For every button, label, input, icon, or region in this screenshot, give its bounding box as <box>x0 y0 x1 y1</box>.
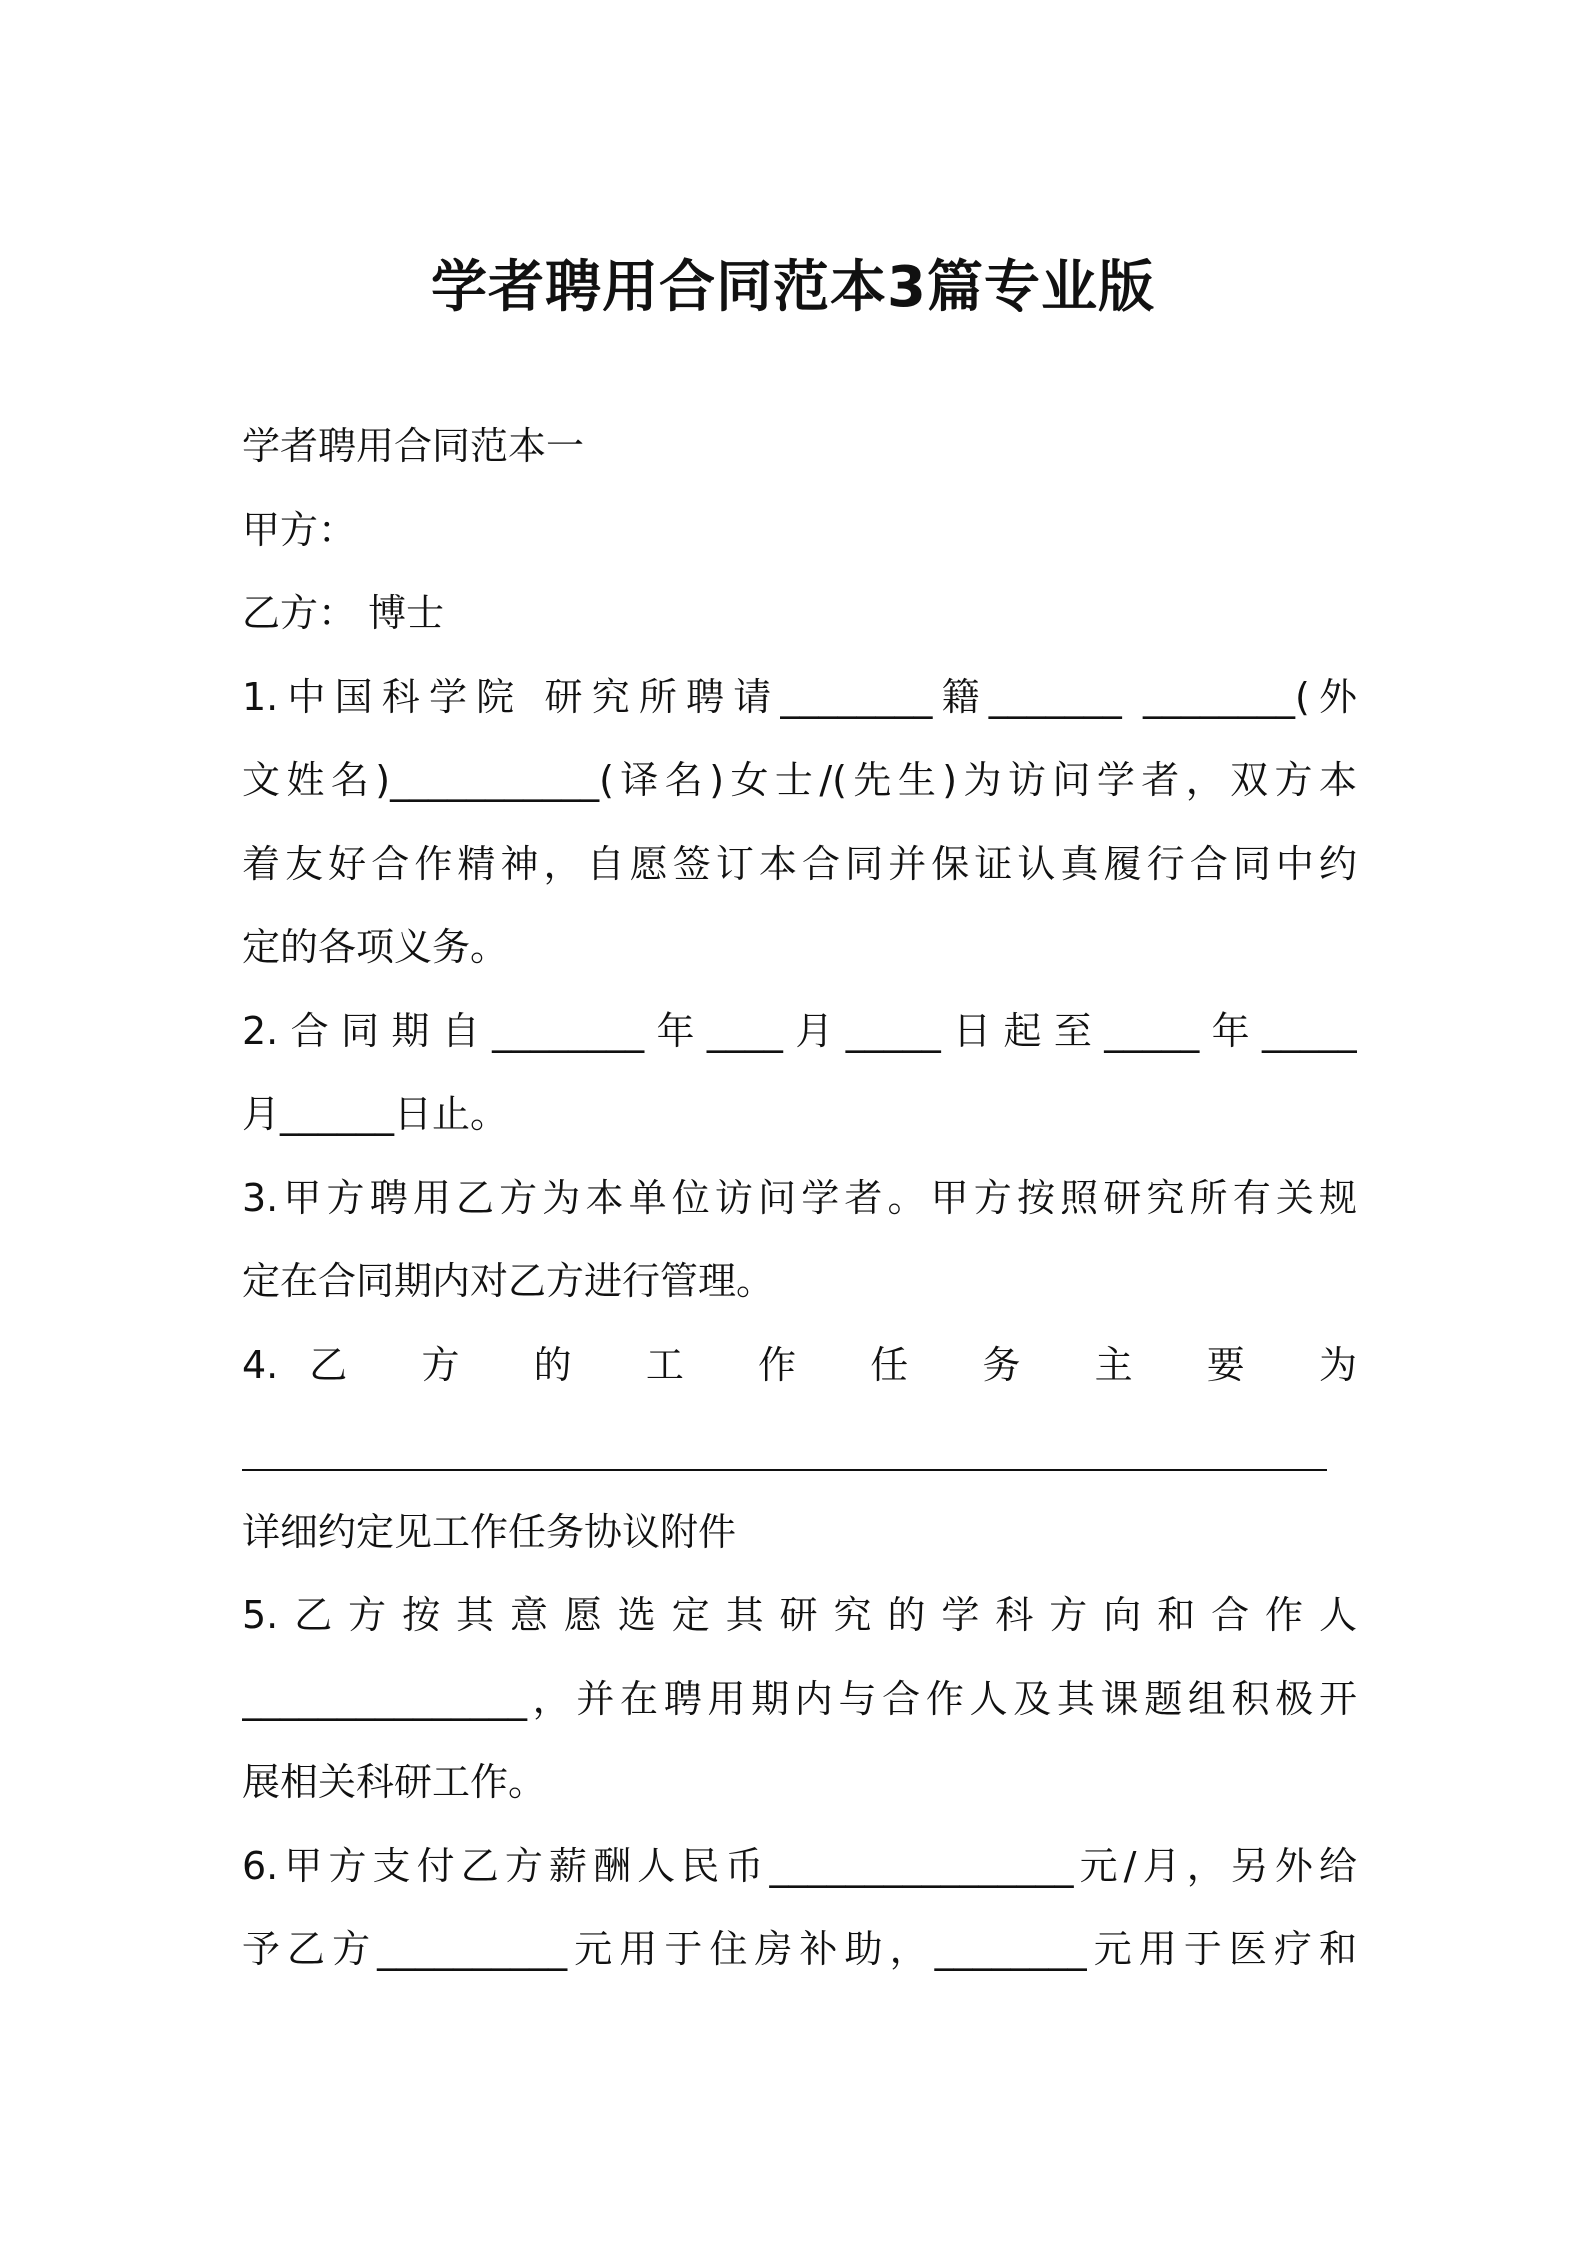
clause-4-line-1: 4.乙 方 的 工 作 任 务 主 要 为 <box>242 1342 1357 1387</box>
clause-4-blank-line <box>242 1407 1357 1491</box>
clause-6-line-2: 予乙方__________元用于住房补助，________元用于医疗和 <box>242 1927 1357 1971</box>
clause-1-line-3: 着友好合作精神，自愿签订本合同并保证认真履行合同中约 <box>242 841 1357 886</box>
clause-6-line-1: 6.甲方支付乙方薪酬人民币________________元/月，另外给 <box>242 1843 1357 1888</box>
clause-2-line-1: 2.合同期自________年____月_____日起至_____年_____ <box>242 1008 1357 1053</box>
clause-1-line-4: 定的各项义务。 <box>242 925 509 969</box>
document-title: 学者聘用合同范本3篇专业版 <box>431 255 1155 320</box>
document-body <box>242 405 1357 1992</box>
clause-3-line-2: 定在合同期内对乙方进行管理。 <box>242 1259 775 1303</box>
clause-2-line-2: 月______日止。 <box>242 1092 509 1136</box>
party-b-line: 乙方： 博士 <box>242 591 445 635</box>
clause-5-line-3: 展相关科研工作。 <box>242 1760 547 1804</box>
clause-3-line-1: 3.甲方聘用乙方为本单位访问学者。甲方按照研究所有关规 <box>242 1175 1357 1220</box>
clause-1-line-1: 1.中国科学院 研究所聘请________籍_______ ________(外 <box>242 674 1357 719</box>
section-heading: 学者聘用合同范本一 <box>242 424 585 468</box>
clause-5-line-1: 5.乙方按其意愿选定其研究的学科方向和合作人 <box>242 1593 1357 1637</box>
blank-underline <box>242 1469 1327 1471</box>
clause-5-line-2: _______________，并在聘用期内与合作人及其课题组积极开 <box>242 1676 1357 1721</box>
clause-1-line-2: 文姓名)___________(译名)女士/(先生)为访问学者，双方本 <box>242 758 1357 802</box>
party-a-line: 甲方： <box>242 507 357 552</box>
clause-4-line-3: 详细约定见工作任务协议附件 <box>242 1509 737 1554</box>
